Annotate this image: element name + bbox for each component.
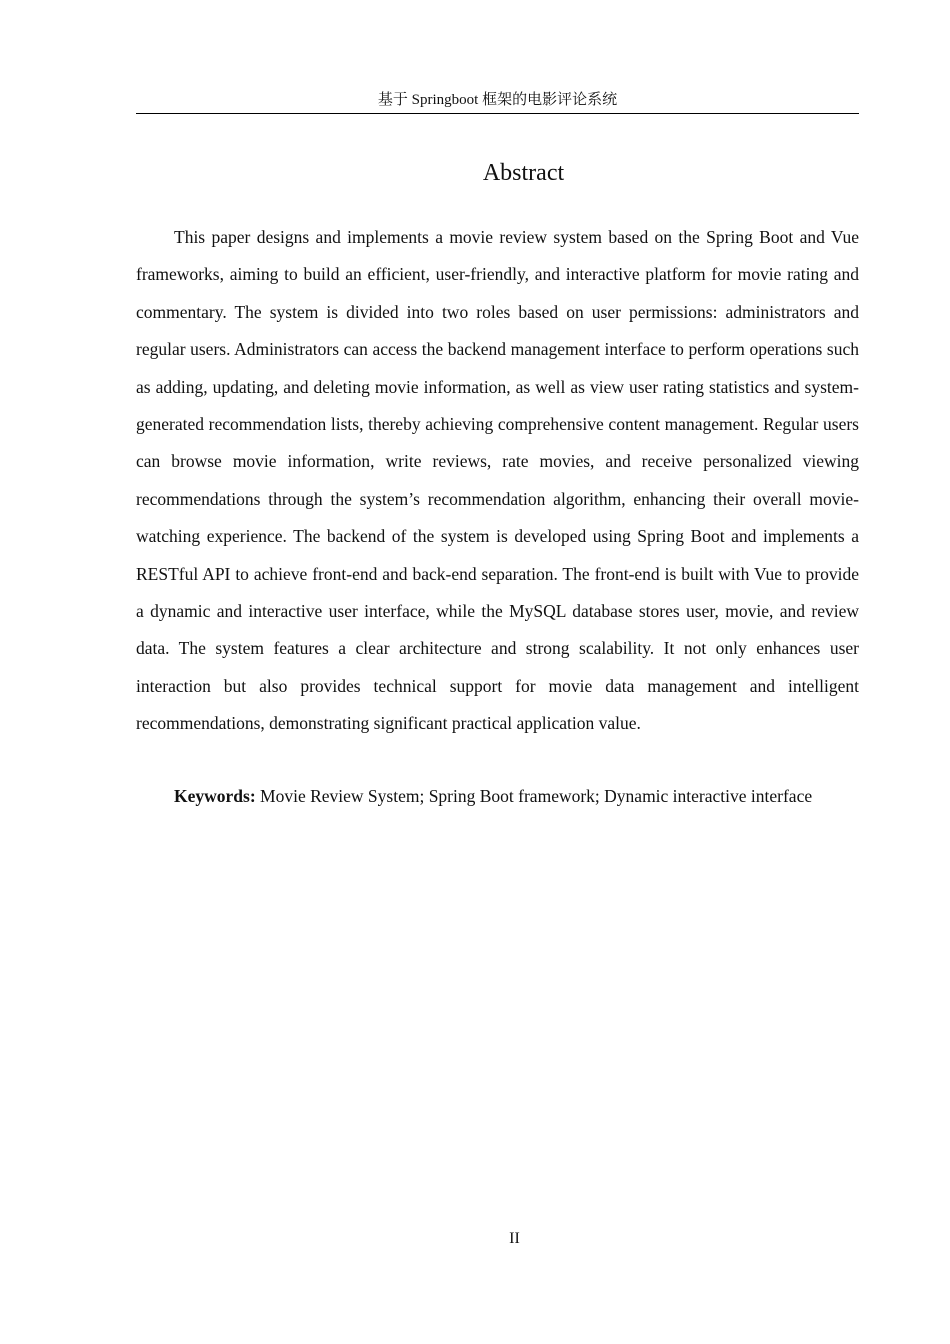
abstract-title: Abstract xyxy=(482,160,565,186)
page-number: II xyxy=(509,1230,520,1247)
running-title: 基于 Springboot 框架的电影评论系统 xyxy=(377,92,618,108)
keywords-label: Keywords: xyxy=(174,786,256,806)
keywords-text: Movie Review System; Spring Boot framework; Dynamic interactive interface xyxy=(260,786,813,806)
abstract-body: This paper designs and implements a movie review system based on the Spring Boot and Vue frameworks, aiming to build an efficient, user-friendly, and interactive platform for movie rating and commentary. The system is divided into two roles based on user permissions: administrators and regular users. Administrators can access the backend management interface to perform operations such as adding, updating, and deleting movie information, as well as view user rating statistics and system-generated recommendation lists, thereby achieving comprehensive content management. Regular users can browse movie information, write reviews, rate movies, and receive personalized viewing recommendations through the system’s recommendation algorithm, enhancing their overall movie-watching experience. The backend of the system is developed using Spring Boot and implements a RESTful API to achieve front-end and back-end separation. The front-end is built with Vue to provide a dynamic and interactive user interface, while the MySQL database stores user, movie, and review data. The system features a clear architecture and strong scalability. It not only enhances user interaction but also provides technical support for movie data management and intelligent recommendations, demonstrating significant practical application value. xyxy=(136,227,859,734)
keywords-paragraph xyxy=(136,778,859,815)
page-header xyxy=(136,88,859,114)
